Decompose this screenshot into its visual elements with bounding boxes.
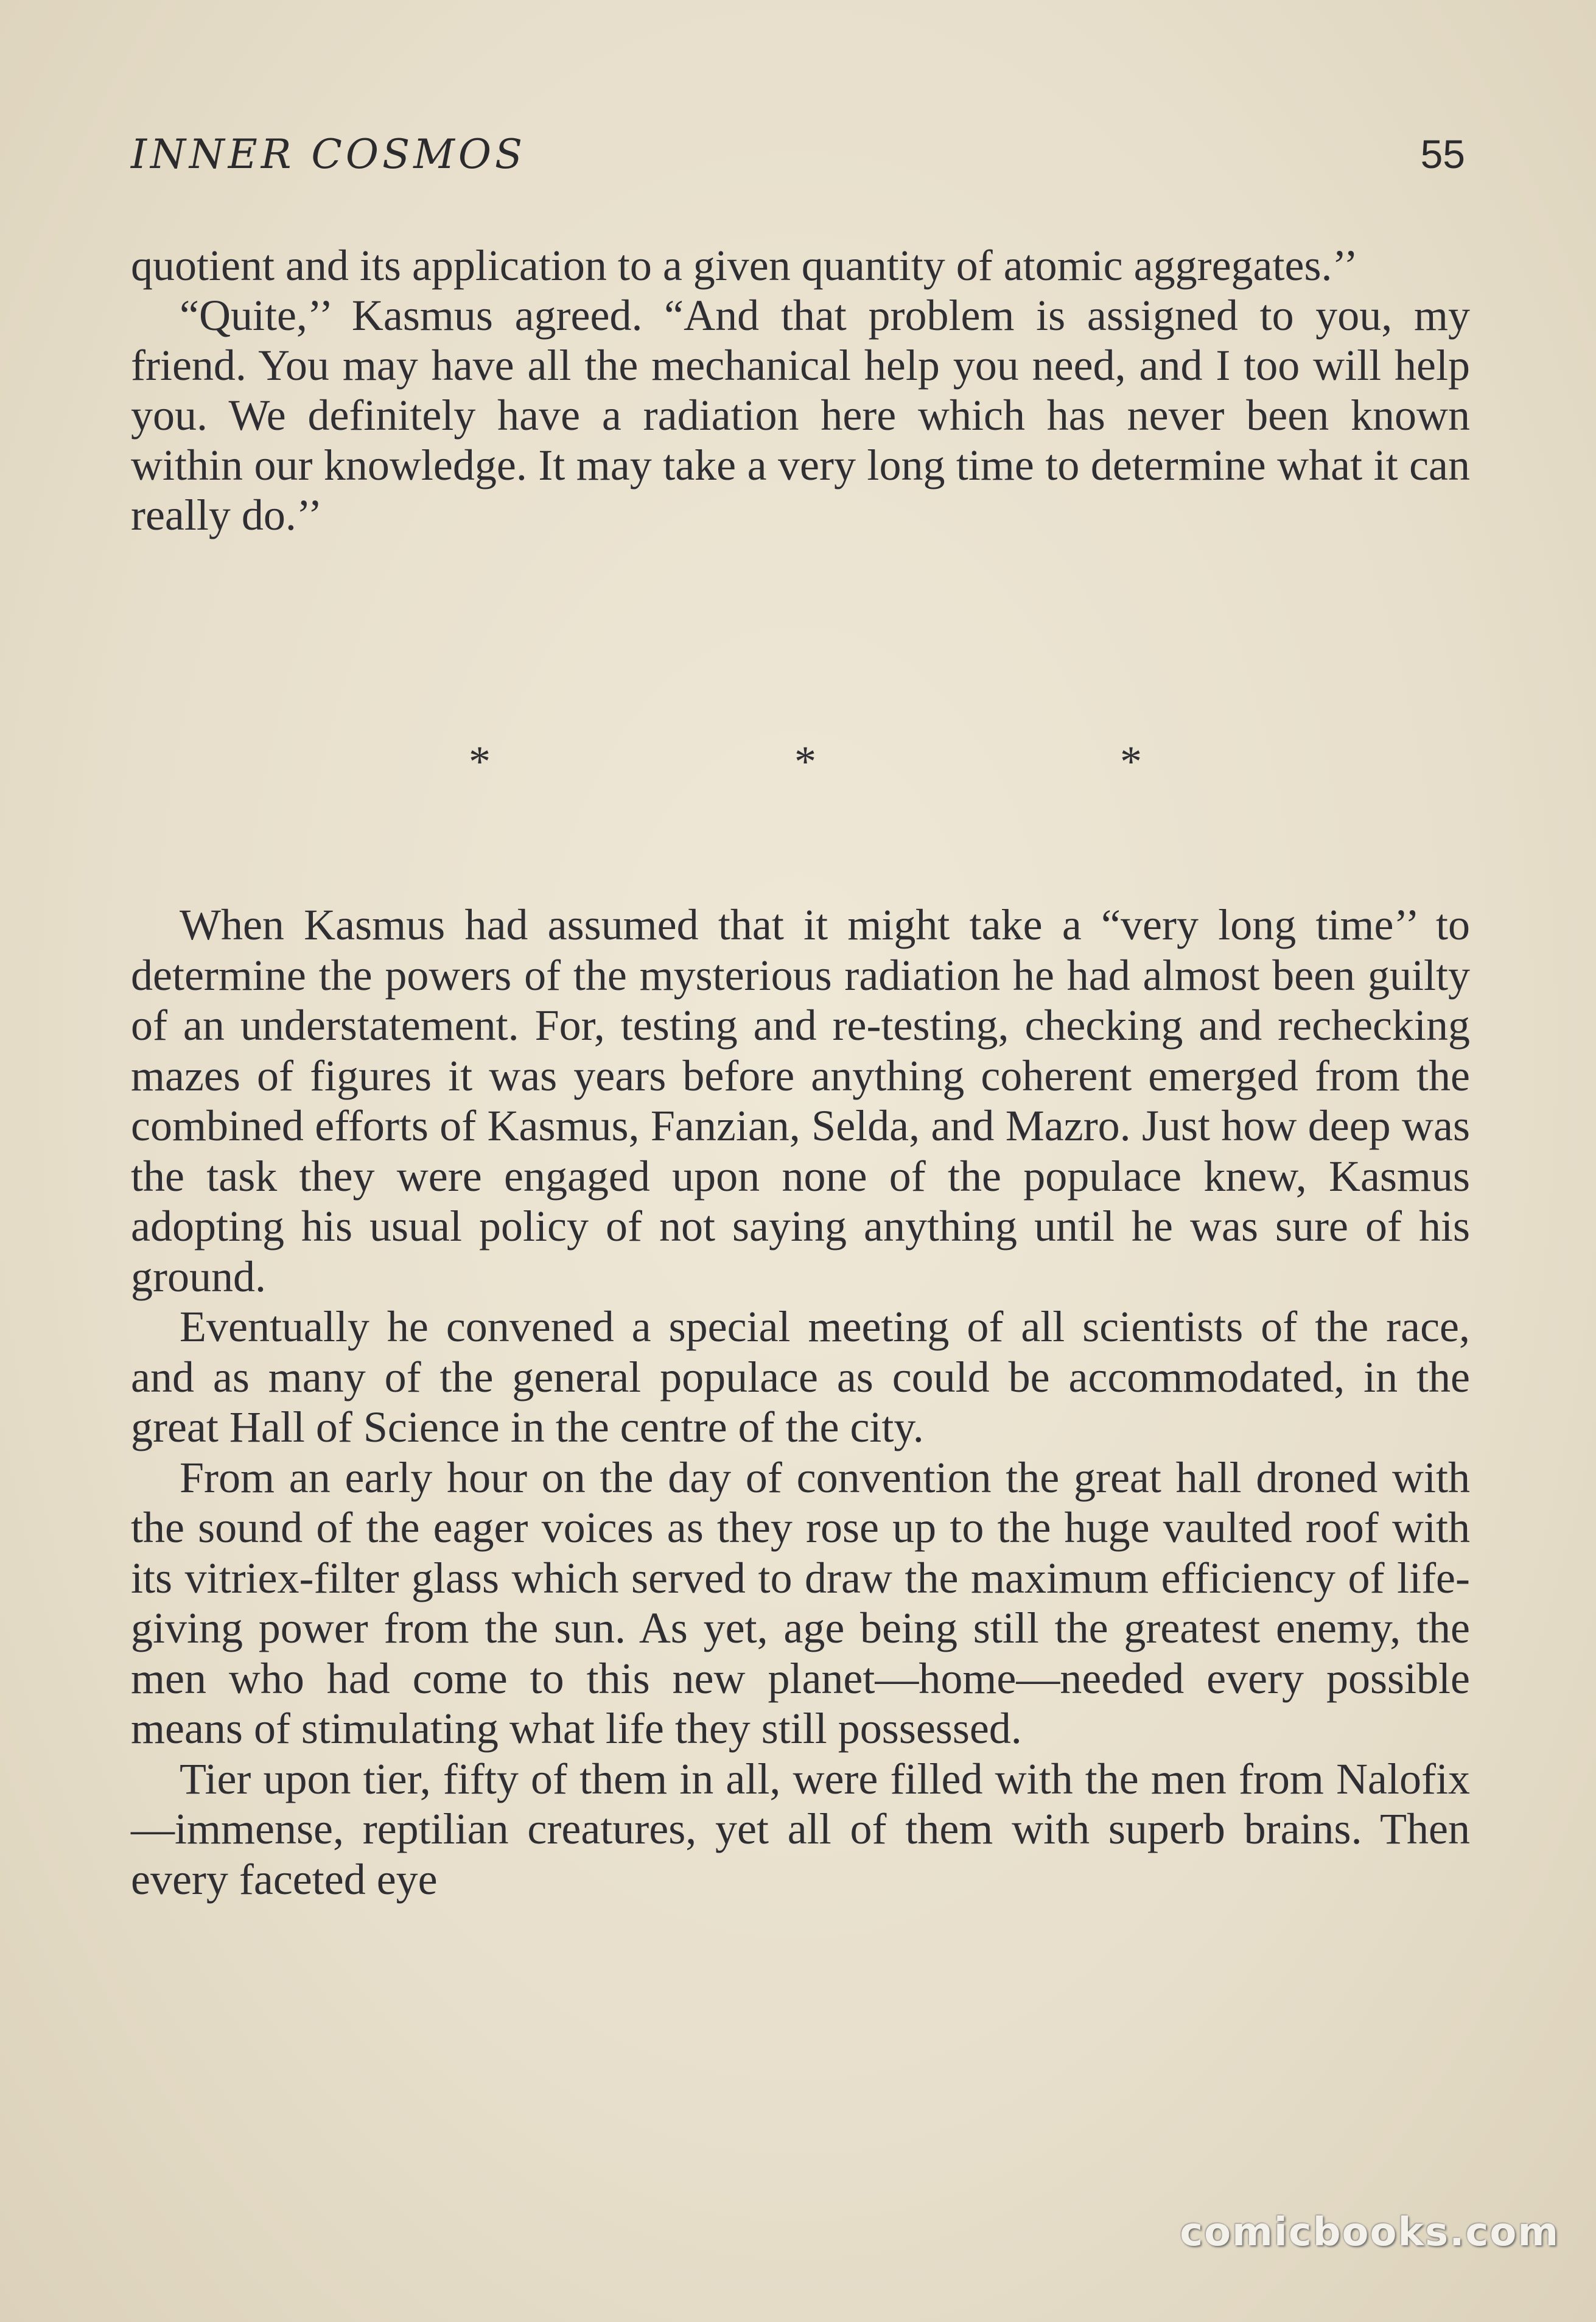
paragraph: When Kasmus had assumed that it might take a “very long time’’ to determine the powers of the mysterious radiation he had almost been guilty of an understatement. For, testing and re-testing, checking and rechecking mazes of figures it was years before anything coherent emerged from the combined efforts of Kasmus, Fanzian, Selda, and Mazro. Just how deep was the task they were engaged upon none of the populace knew, Kasmus adopting his usual policy of not saying anything until he was sure of his ground.: [131, 900, 1470, 1301]
separator-star: *: [794, 737, 816, 786]
paragraph: “Quite,’’ Kasmus agreed. “And that problem is assigned to you, my friend. You may have all the mechanical help you need, and I too will help you. We definitely have a radiation here which has never been known within our knowledge. It may take a very long time to determine what it can really do.’’: [131, 291, 1470, 539]
paragraph: From an early hour on the day of convention the great hall droned with the sound of the eager voices as they rose up to the huge vaulted roof with its vitriex-filter glass which served to draw the maximum efficiency of life-giving power from the sun. As yet, age being still the greatest enemy, the men who had come to this new planet—home—needed every possible means of stimulating what life they still possessed.: [131, 1453, 1470, 1753]
paragraph: Eventually he convened a special meeting of all scientists of the race, and as many of the general populace as could be accommodated, in the great Hall of Science in the centre of the city.: [131, 1302, 1470, 1451]
running-title: INNER COSMOS: [131, 131, 527, 178]
section-one: [131, 240, 1470, 540]
separator-star: *: [1120, 737, 1142, 786]
separator-star: *: [469, 737, 491, 786]
page-number: 55: [1420, 132, 1465, 177]
paragraph: quotient and its application to a given quantity of atomic aggregates.’’: [131, 241, 1359, 290]
watermark: comicbooks.com: [1180, 2210, 1559, 2255]
section-two: [131, 900, 1470, 1904]
running-head: [131, 131, 1465, 198]
section-separator: [131, 737, 1470, 798]
paragraph: Tier upon tier, fifty of them in all, were filled with the men from Nalofix—immense, reptilian creatures, yet all of them with superb brains. Then every faceted eye: [131, 1754, 1470, 1904]
